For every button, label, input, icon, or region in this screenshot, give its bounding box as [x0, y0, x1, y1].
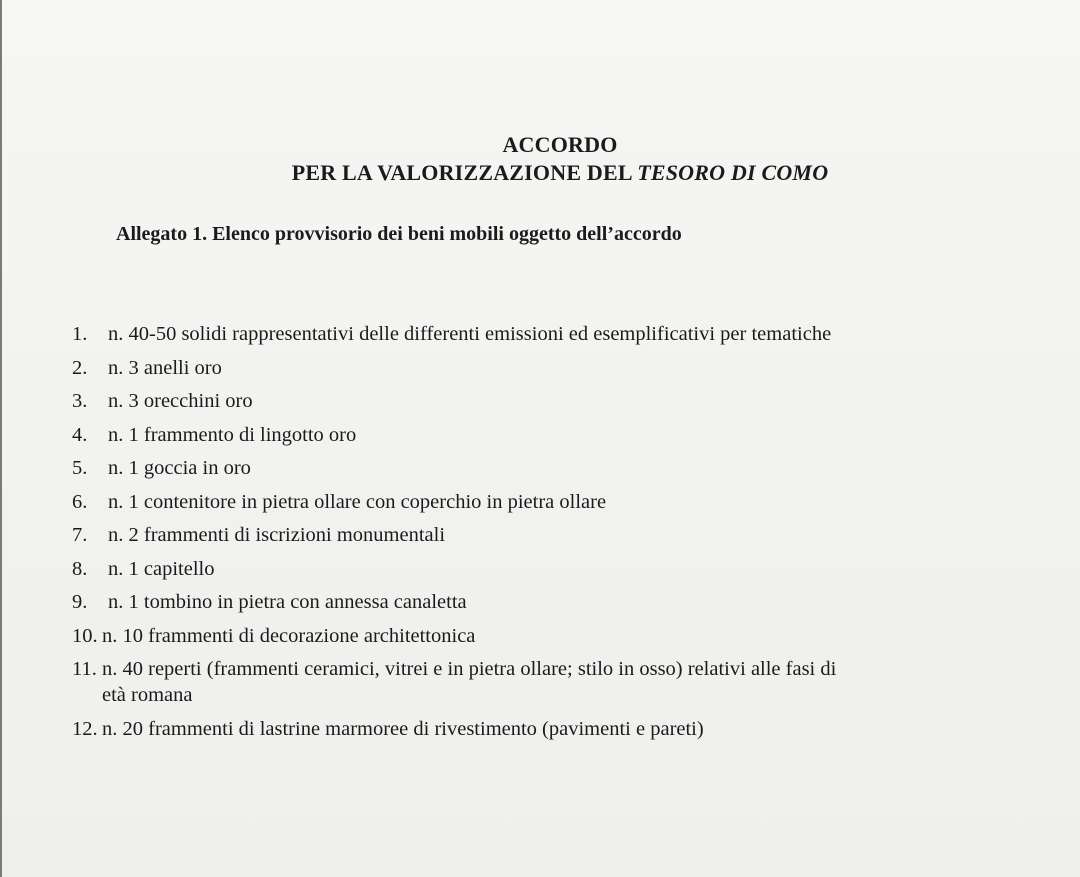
item-text: n. 1 goccia in oro	[108, 457, 251, 479]
item-text	[102, 653, 1062, 713]
item-text: n. 1 frammento di lingotto oro	[108, 423, 357, 446]
item-text-line: n. 40 reperti (frammenti ceramici, vitrei e in pietra ollare; stilo in osso) relativi alle fasi di	[102, 658, 837, 680]
item-number: 9.	[72, 591, 88, 613]
item-number: 1.	[72, 323, 88, 345]
item-number: 3.	[72, 390, 88, 412]
item-number: 4.	[72, 423, 88, 446]
item-text: n. 40-50 solidi rappresentativi delle differenti emissioni ed esemplificativi per tematiche	[108, 323, 832, 345]
item-number: 12.	[72, 717, 98, 740]
item-text: n. 2 frammenti di iscrizioni monumentali	[108, 524, 446, 546]
subtitle-italic-text: TESORO DI COMO	[637, 160, 829, 185]
item-text: n. 1 contenitore in pietra ollare con coperchio in pietra ollare	[108, 490, 607, 513]
item-text-continuation: età romana	[102, 683, 193, 706]
item-text: n. 1 capitello	[108, 557, 215, 580]
list-item	[72, 419, 1062, 453]
item-number: 11.	[72, 658, 97, 680]
item-number: 5.	[72, 457, 88, 479]
list-item	[72, 553, 1062, 587]
item-text: n. 20 frammenti di lastrine marmoree di rivestimento (pavimenti e pareti)	[102, 717, 704, 740]
list-item	[72, 620, 1062, 654]
document-subtitle	[20, 160, 1080, 186]
list-item	[72, 452, 1062, 486]
list-item	[72, 486, 1062, 520]
page-edge	[0, 0, 2, 877]
list-item	[72, 519, 1062, 553]
list-item	[72, 653, 1062, 713]
item-text: n. 1 tombino in pietra con annessa canaletta	[108, 591, 467, 613]
annex-heading: Allegato 1. Elenco provvisorio dei beni mobili oggetto dell’accordo	[116, 223, 682, 245]
list-item	[72, 385, 1062, 419]
item-number: 8.	[72, 557, 88, 580]
document-title: ACCORDO	[502, 132, 618, 157]
list-item	[72, 713, 1062, 747]
list-item	[72, 586, 1062, 620]
items-list	[72, 318, 1062, 746]
item-number: 10.	[72, 624, 98, 647]
item-number: 2.	[72, 356, 88, 379]
list-item	[72, 352, 1062, 386]
item-number: 6.	[72, 490, 88, 513]
item-number: 7.	[72, 524, 88, 546]
item-text: n. 10 frammenti di decorazione architettonica	[102, 624, 476, 647]
item-text: n. 3 orecchini oro	[108, 390, 253, 412]
list-item	[72, 318, 1062, 352]
subtitle-text: PER LA VALORIZZAZIONE DEL	[291, 160, 638, 185]
item-text: n. 3 anelli oro	[108, 356, 222, 379]
